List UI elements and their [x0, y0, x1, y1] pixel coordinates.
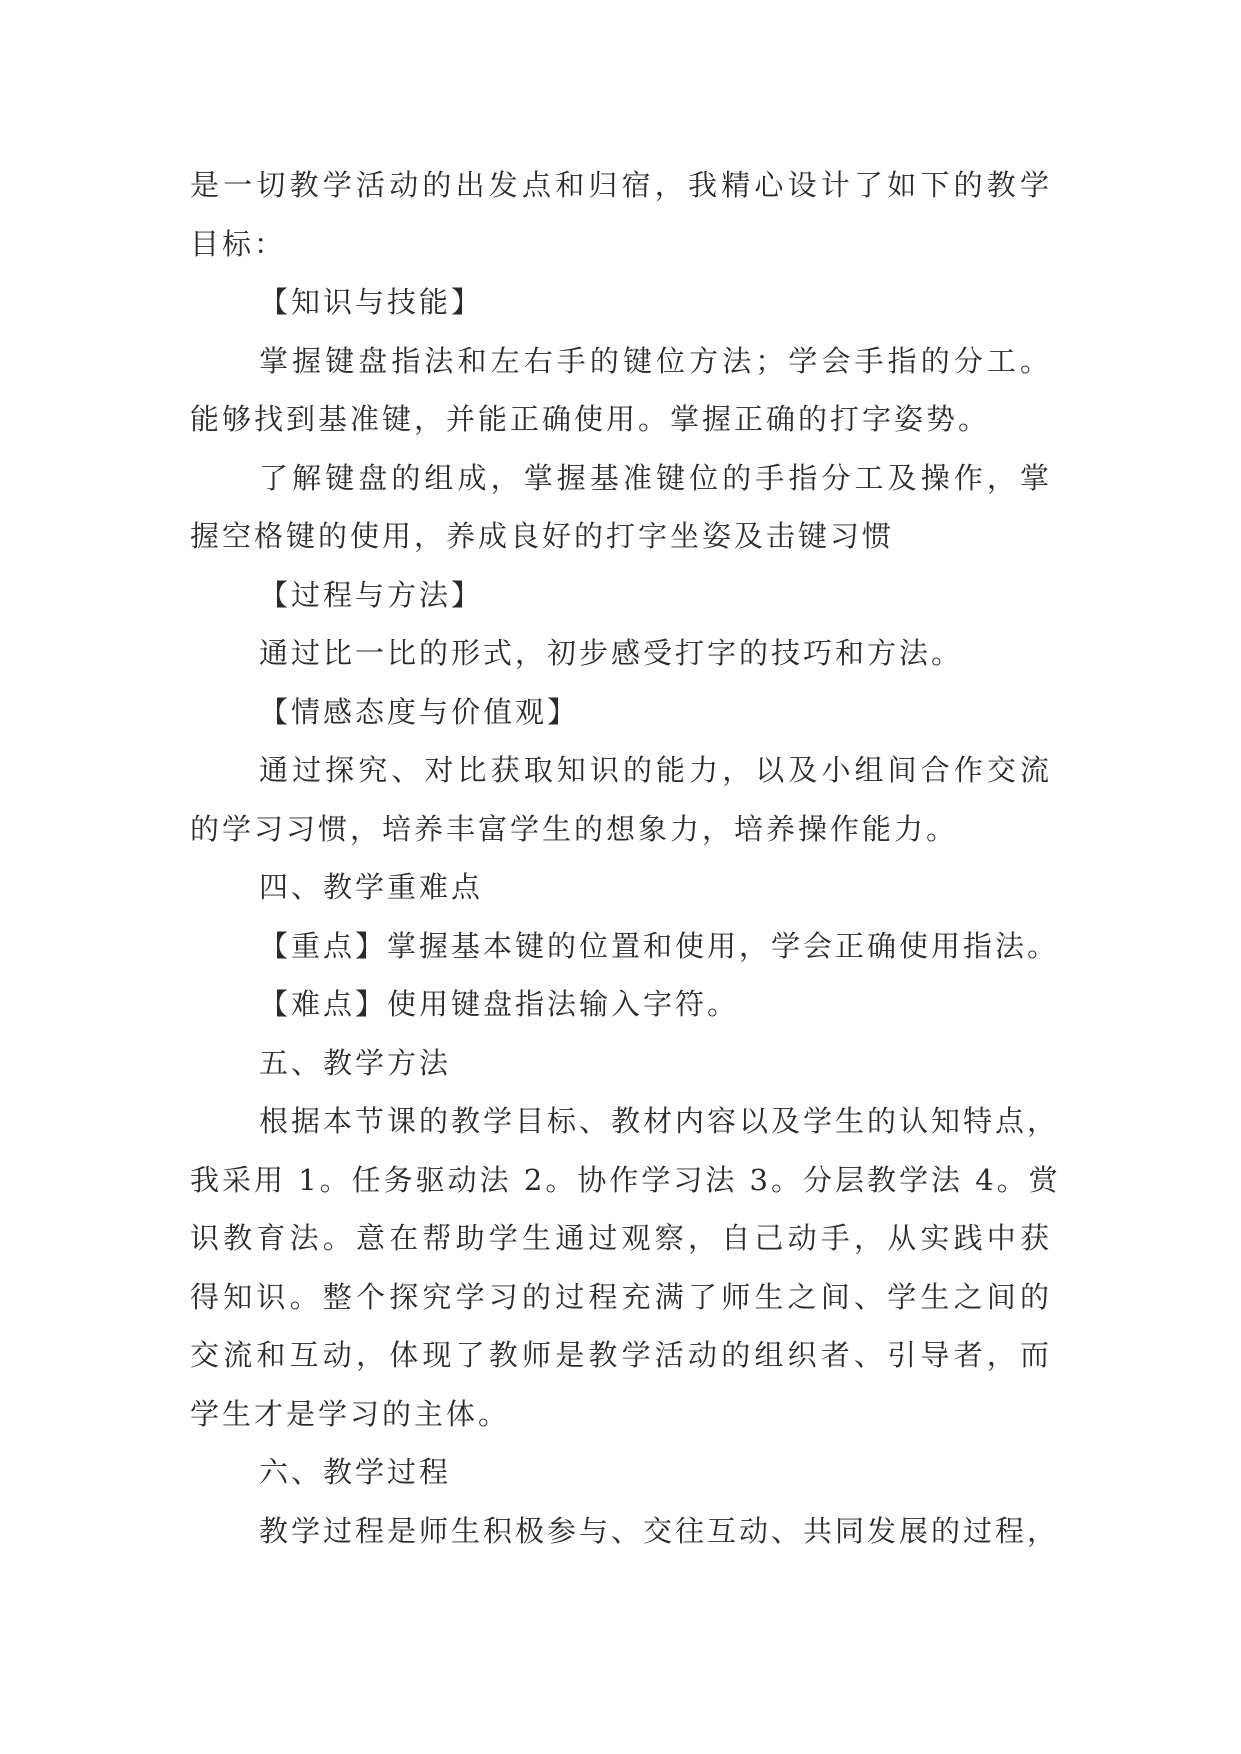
text-line: 【重点】掌握基本键的位置和使用，学会正确使用指法。 — [259, 928, 1060, 963]
section-heading-teaching-process — [190, 1443, 1052, 1502]
heading-text: 四、教学重难点 — [259, 870, 484, 904]
text-line: 学生才是学习的主体。 — [190, 1396, 511, 1431]
paragraph — [190, 741, 1052, 858]
paragraph — [190, 332, 1052, 449]
section-heading-process-methods — [190, 566, 1052, 625]
heading-text: 【知识与技能】 — [259, 285, 484, 319]
text-line: 握空格键的使用，养成良好的打字坐姿及击键习惯 — [190, 519, 895, 553]
key-point-paragraph — [190, 917, 1060, 976]
paragraph-continued — [190, 156, 1052, 273]
text-line: 我采用 1。任务驱动法 2。协作学习法 3。分层教学法 4。赏 — [190, 1162, 1061, 1197]
text-line: 了解键盘的组成，掌握基准键位的手指分工及操作，掌 — [259, 460, 1052, 495]
heading-text: 五、教学方法 — [259, 1045, 452, 1080]
text-line: 教学过程是师生积极参与、交往互动、共同发展的过程， — [259, 1513, 1060, 1548]
paragraph — [190, 1092, 1061, 1443]
text-line: 根据本节课的教学目标、教材内容以及学生的认知特点， — [259, 1104, 1060, 1138]
section-heading-key-difficult-points — [190, 858, 1052, 917]
text-line: 目标： — [190, 226, 287, 261]
text-line: 通过探究、对比获取知识的能力，以及小组间合作交流 — [259, 753, 1052, 787]
section-heading-knowledge-skills — [190, 273, 1052, 332]
paragraph — [190, 624, 1052, 683]
text-line: 交流和互动，体现了教师是教学活动的组织者、引导者，而 — [190, 1338, 1052, 1372]
text-line: 能够找到基准键，并能正确使用。掌握正确的打字姿势。 — [190, 402, 991, 436]
text-line: 【难点】使用键盘指法输入字符。 — [259, 987, 740, 1021]
paragraph — [190, 449, 1052, 566]
heading-text: 六、教学过程 — [259, 1455, 452, 1489]
heading-text: 【情感态度与价值观】 — [259, 694, 580, 729]
text-line: 的学习习惯，培养丰富学生的想象力，培养操作能力。 — [190, 811, 959, 846]
heading-text: 【过程与方法】 — [259, 577, 484, 612]
text-line: 识教育法。意在帮助学生通过观察，自己动手，从实践中获 — [190, 1221, 1052, 1255]
body-text — [190, 156, 1061, 1560]
section-heading-emotion-values — [190, 683, 1052, 742]
text-line: 是一切教学活动的出发点和归宿，我精心设计了如下的教学 — [190, 168, 1052, 202]
paragraph — [190, 1502, 1060, 1561]
text-line: 得知识。整个探究学习的过程充满了师生之间、学生之间的 — [190, 1279, 1052, 1314]
difficult-point-paragraph — [190, 975, 1052, 1034]
text-line: 掌握键盘指法和左右手的键位方法；学会手指的分工。 — [259, 343, 1052, 378]
text-line: 通过比一比的形式，初步感受打字的技巧和方法。 — [259, 636, 964, 670]
section-heading-teaching-methods — [190, 1034, 1052, 1093]
